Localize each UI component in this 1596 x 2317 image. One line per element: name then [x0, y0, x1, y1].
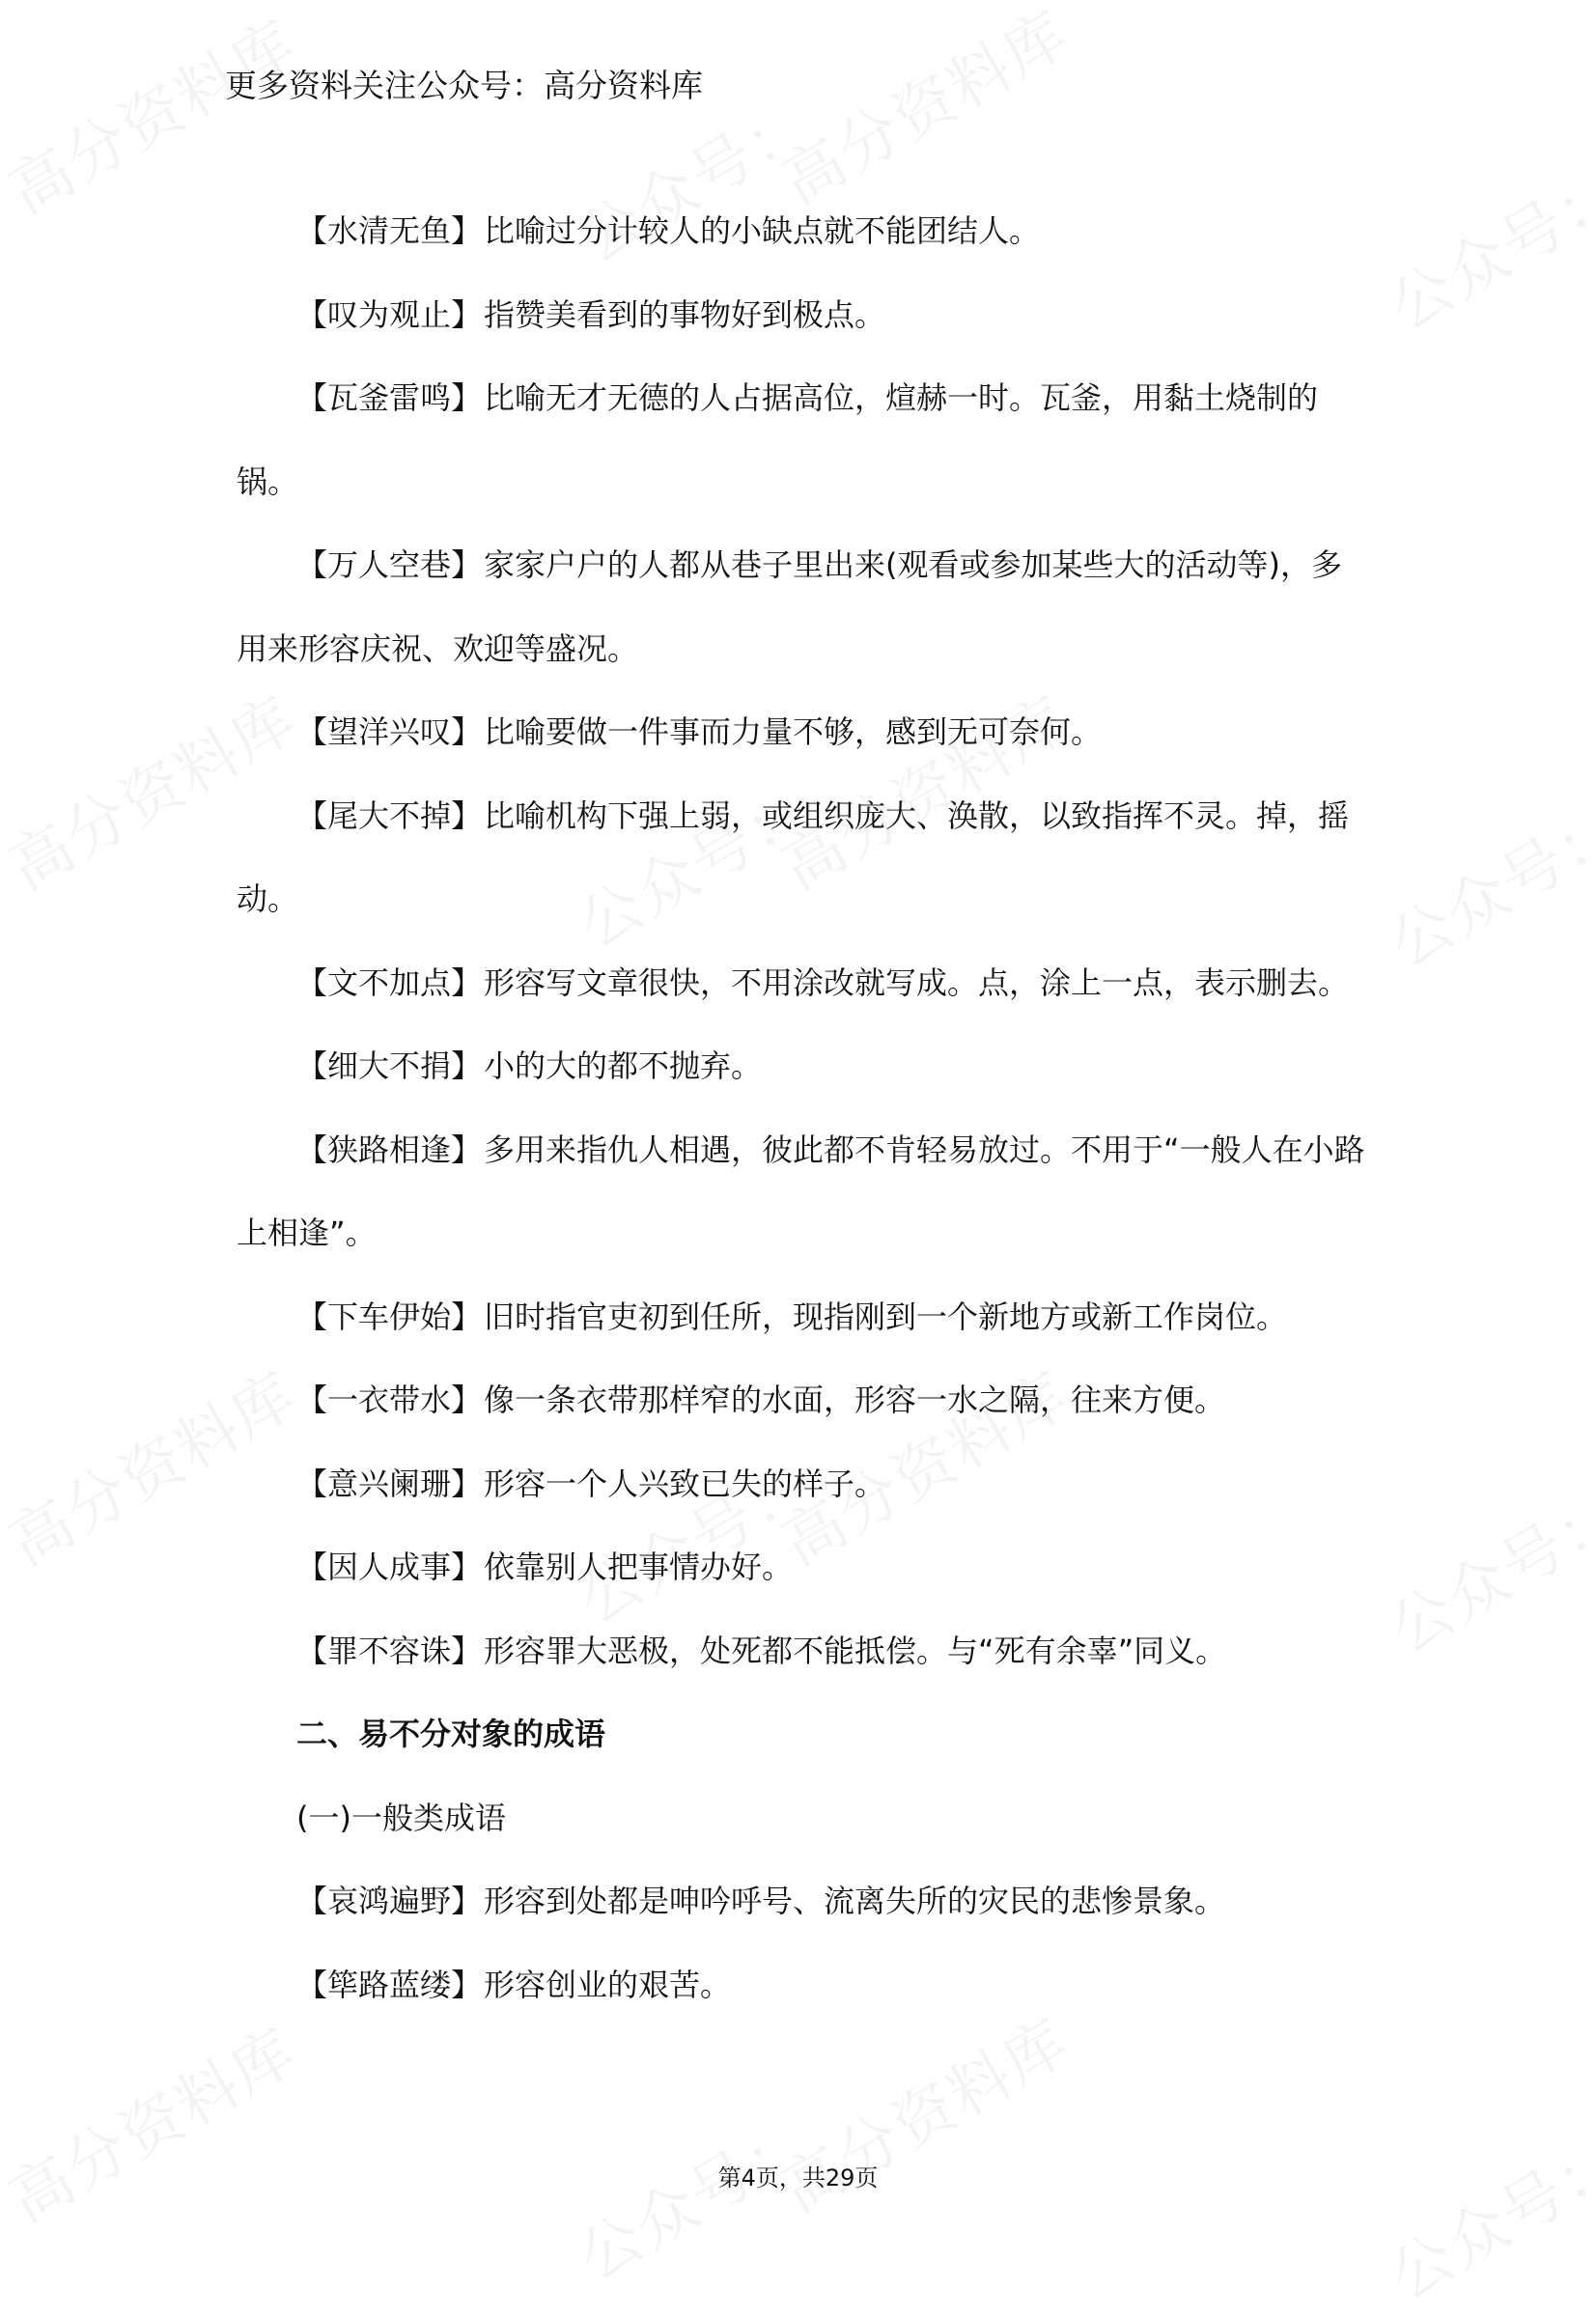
idiom-definition: 形容到处都是呻吟呼号、流离失所的灾民的悲惨景象。: [484, 1883, 1226, 1919]
watermark-text: [1371, 143, 1596, 348]
idiom-term: 【筚路蓝缕】: [296, 1966, 483, 2003]
idiom-term: 【瓦釜雷鸣】: [296, 379, 483, 416]
idiom-definition: 形容一个人兴致已失的样子。: [484, 1465, 886, 1502]
page-header: 更多资料关注公众号：高分资料库: [225, 67, 703, 104]
idiom-term: 【万人空巷】: [296, 546, 483, 583]
watermark-text: [1371, 780, 1596, 985]
idiom-entry: [237, 189, 1366, 273]
watermark-text: [1371, 2112, 1596, 2317]
subsection-heading: (一)一般类成语: [296, 1799, 506, 1836]
idiom-entry: [237, 1609, 1366, 1693]
idiom-entry: [237, 941, 1366, 1025]
document-body: [237, 189, 1366, 2026]
idiom-definition: 形容创业的艰苦。: [484, 1966, 732, 2003]
idiom-definition: 比喻机构下强上弱，或组织庞大、涣散，以致指挥不灵。掉，摇动。: [237, 796, 1350, 917]
idiom-entry: [237, 356, 1366, 523]
idiom-definition: 比喻过分计较人的小缺点就不能团结人。: [484, 212, 1041, 249]
idiom-definition: 旧时指官吏初到任所，现指刚到一个新地方或新工作岗位。: [484, 1298, 1288, 1335]
idiom-entry: [237, 1358, 1366, 1442]
idiom-entry: [237, 1442, 1366, 1526]
section-heading: 二、易不分对象的成语: [296, 1716, 606, 1752]
idiom-definition: 形容写文章很快，不用涂改就写成。点，涂上一点，表示删去。: [484, 963, 1350, 1001]
idiom-definition: 家家户户的人都从巷子里出来(观看或参加某些大的活动等)，多用来形容庆祝、欢迎等盛况。: [237, 546, 1342, 667]
idiom-term: 【哀鸿遍野】: [296, 1883, 483, 1919]
idiom-definition: 多用来指仇人相遇，彼此都不肯轻易放过。不用于“一般人在小路上相逢”。: [237, 1131, 1365, 1251]
idiom-entry: [237, 690, 1366, 774]
idiom-entry: [237, 273, 1366, 357]
idiom-entry: [237, 1108, 1366, 1275]
page-number: 第4页，共29页: [717, 2164, 879, 2191]
idiom-entry: [237, 1275, 1366, 1359]
idiom-entry: [237, 1943, 1366, 2027]
idiom-definition: 像一条衣带那样窄的水面，形容一水之隔，往来方便。: [484, 1382, 1226, 1418]
idiom-definition: 小的大的都不抛弃。: [484, 1047, 763, 1084]
idiom-term: 【文不加点】: [296, 963, 483, 1001]
idiom-definition: 指赞美看到的事物好到极点。: [484, 295, 886, 333]
idiom-entry: [237, 774, 1366, 941]
idiom-term: 【狭路相逢】: [296, 1131, 483, 1168]
idiom-entry: [237, 1024, 1366, 1108]
watermark-text: [1371, 1466, 1596, 1670]
idiom-term: 【水清无鱼】: [296, 212, 483, 249]
idiom-definition: 依靠别人把事情办好。: [484, 1549, 794, 1585]
idiom-term: 【望洋兴叹】: [296, 713, 483, 750]
idiom-term: 【意兴阑珊】: [296, 1465, 483, 1502]
idiom-term: 【下车伊始】: [296, 1298, 483, 1335]
idiom-term: 【罪不容诛】: [296, 1632, 483, 1669]
watermark-text: [0, 2003, 311, 2240]
idiom-term: 【叹为观止】: [296, 295, 483, 333]
idiom-term: 【因人成事】: [296, 1549, 483, 1585]
idiom-entry: [237, 523, 1366, 690]
idiom-definition: 比喻要做一件事而力量不够，感到无可奈何。: [484, 713, 1103, 750]
idiom-entry: [237, 1525, 1366, 1609]
idiom-term: 【一衣带水】: [296, 1382, 483, 1418]
idiom-definition: 形容罪大恶极，处死都不能抵偿。与“死有余辜”同义。: [484, 1632, 1227, 1669]
idiom-entry: [237, 1859, 1366, 1943]
idiom-definition: 比喻无才无德的人占据高位，煊赫一时。瓦釜，用黏土烧制的锅。: [237, 379, 1319, 500]
idiom-term: 【尾大不掉】: [296, 796, 483, 834]
idiom-term: 【细大不捐】: [296, 1047, 483, 1084]
